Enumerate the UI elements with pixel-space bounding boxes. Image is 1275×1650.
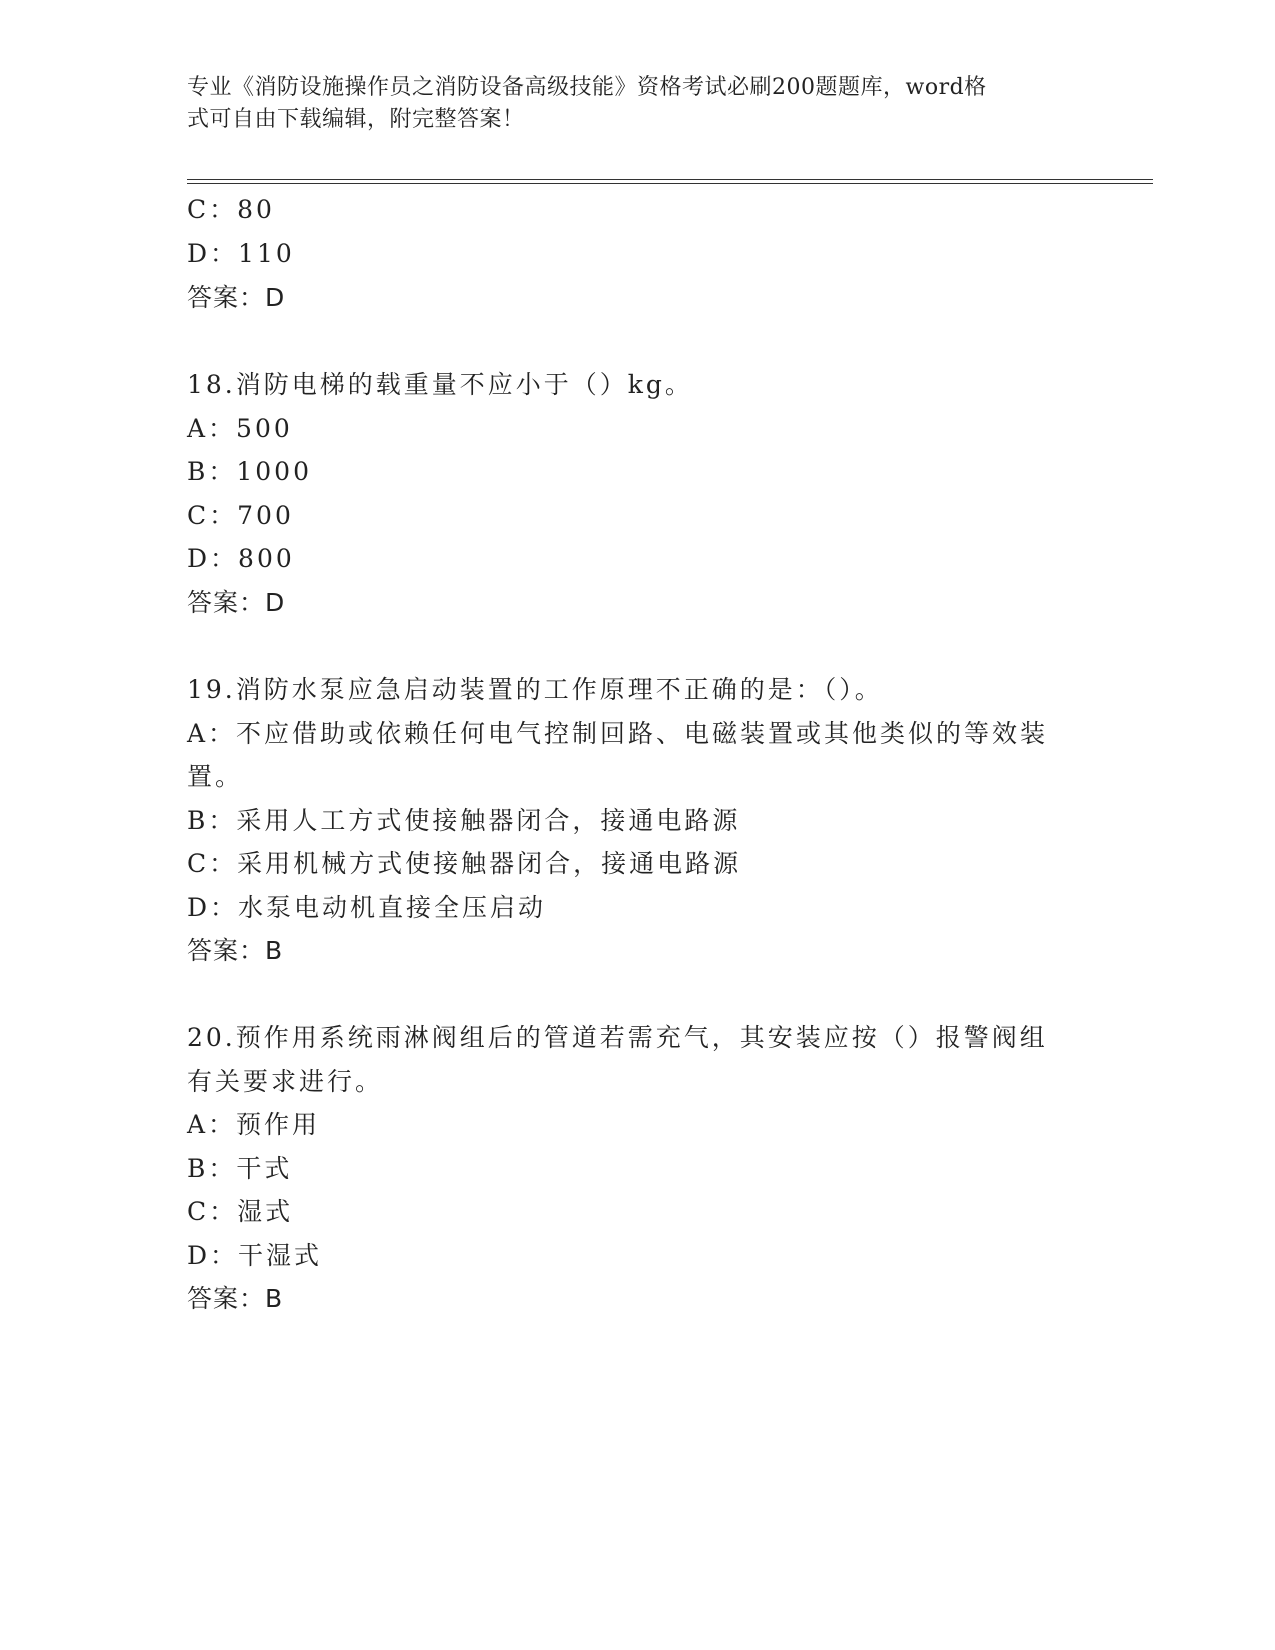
question-18-option-b: B：1000 [187, 457, 312, 486]
header-rule-top [187, 179, 1153, 180]
question-20-stem: 20.预作用系统雨淋阀组后的管道若需充气，其安装应按（）报警阀组 [187, 1023, 1048, 1052]
question-19-option-a-cont: 置。 [187, 762, 244, 791]
question-18-answer: 答案：D [187, 588, 286, 617]
header-line-2: 式可自由下载编辑，附完整答案！ [187, 107, 525, 132]
document-header [187, 72, 1077, 136]
question-18-option-a: A：500 [187, 414, 293, 443]
question-20-option-a: A：预作用 [187, 1110, 321, 1139]
question-19-option-d: D：水泵电动机直接全压启动 [187, 893, 547, 922]
question-20-stem-cont: 有关要求进行。 [187, 1067, 384, 1096]
question-20-option-b: B：干式 [187, 1154, 293, 1183]
question-19-option-b: B：采用人工方式使接触器闭合，接通电路源 [187, 806, 741, 835]
question-19-option-a: A：不应借助或依赖任何电气控制回路、电磁装置或其他类似的等效装 [187, 719, 1049, 748]
question-19-stem: 19.消防水泵应急启动装置的工作原理不正确的是：（）。 [187, 675, 883, 704]
header-line-1: 专业《消防设施操作员之消防设备高级技能》资格考试必刷200题题库，word格 [187, 75, 987, 100]
prev-answer: 答案：D [187, 283, 286, 312]
question-18-stem: 18.消防电梯的载重量不应小于（）kg。 [187, 370, 693, 399]
question-19-answer: 答案：B [187, 936, 284, 965]
prev-option-c: C：80 [187, 195, 275, 224]
question-20-option-c: C：湿式 [187, 1197, 294, 1226]
question-18-option-d: D：800 [187, 544, 295, 573]
header-rule-bottom [187, 183, 1153, 184]
prev-option-d: D：110 [187, 239, 295, 268]
question-18-option-c: C：700 [187, 501, 294, 530]
question-20-option-d: D：干湿式 [187, 1241, 323, 1270]
question-20-answer: 答案：B [187, 1284, 284, 1313]
question-19-option-c: C：采用机械方式使接触器闭合，接通电路源 [187, 849, 742, 878]
